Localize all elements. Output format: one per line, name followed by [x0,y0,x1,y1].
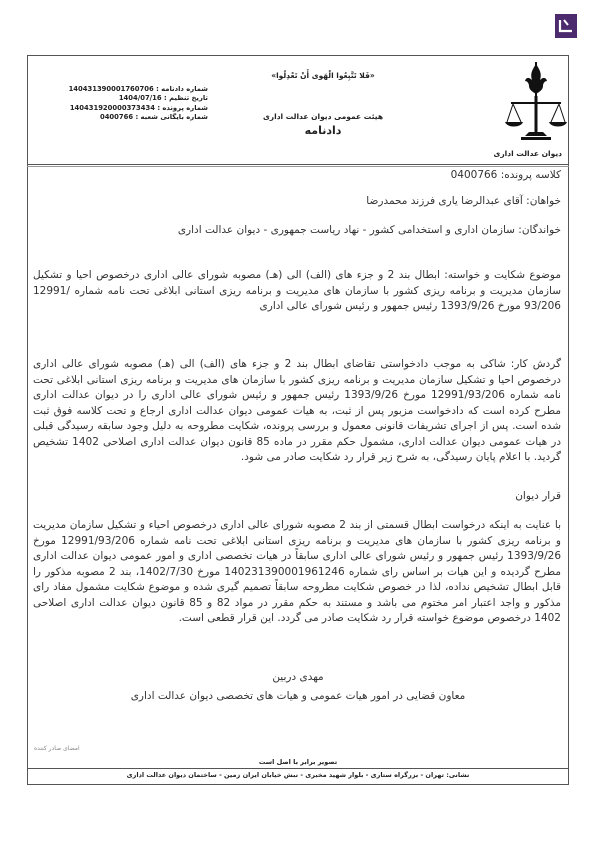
quran-verse: «فَلا تَتَّبِعُوا الْهَوى أَنْ تَعْدِلُوا» [271,71,375,80]
meta-row-case-number: شماره پرونده : 140431920000373434 [69,103,208,112]
app-logo-icon [555,14,577,38]
header-divider-secondary [27,166,569,167]
copy-note: تصویر برابر با اصل است [258,758,338,766]
defendants-line: خواندگان: سازمان اداری و استخدامی کشور - نهاد ریاست جمهوری - دیوان عدالت اداری [177,224,561,236]
meta-row-decree-number: شماره دادنامه : 140431390001760706 [68,85,208,93]
court-label: دیوان عدالت اداری [493,149,562,158]
signer-role: معاون قضایی در امور هیات عمومی و هیات های تخصصی دیوان عدالت اداری [130,690,466,702]
header-divider [27,164,569,165]
board-title: هیئت عمومی دیوان عدالت اداری [262,112,384,121]
plaintiff-line: خواهان: آقای عبدالرضا یاری فرزند محمدرضا [366,195,561,207]
footer-divider [27,768,569,769]
process-paragraph: گردش کار: شاکی به موجب دادخواستی تقاضای ابطال بند 2 و جزء های (الف) الی (هـ) مصوبه شورای عالی اداری درخصوص احیا و تشکیل سازمان مدیریت و برنامه ریزی کشور با سازمان های مدیریت و برنامه ریزی استانی ابلاغی تحت نامه شماره 12991/93/206 مورخ 1393/9/26 رئیس جمهور و رئیس شورای عالی اداری را در دیوان عدالت اداری مطرح کرده است که دادخواست مزبور پس از ثبت، به هیات عمومی دیوان عدالت اداری ارجاع و تحت کلاسه فوق ثبت شده است. پس از اجرای تشریفات قانونی معمول و بررسی پرونده، شکایت مطروحه به دلیل وجود سابقه رسیدگی قبلی در هیات عمومی دیوان عدالت اداری، مشمول حکم مقرر در ماده 85 قانون دیوان عدالت اداری اصلاحی 1402 تشخیص گردید. با اعلام پایان رسیدگی، به شرح زیر قرار رد شکایت صادر می شود. [33,358,562,463]
iran-emblem-scales-icon [505,60,567,150]
decree-title: دادنامه [304,124,342,137]
subject-paragraph: موضوع شکایت و خواسته: ابطال بند 2 و جزء های (الف) الی (هـ) مصوبه شورای عالی اداری درخصوص احیا و تشکیل سازمان مدیریت و برنامه ریزی کشور با سازمان های مدیریت و برنامه ریزی استانی ابلاغی تحت نامه شماره /12991 93/206 مورخ 1393/9/26 رئیس جمهور و رئیس شورای عالی اداری [33,269,561,312]
case-class-line: کلاسه پرونده: 0400766 [450,169,561,181]
decree-metadata [48,85,208,122]
meta-row-date: تاریخ تنظیم : 1404/07/16 [118,94,208,103]
decision-heading: قرار دیوان [515,490,561,502]
footer-address: نشانی: تهران - بزرگراه ستاری - بلوار شهید مخبری - نبش خیابان ایران زمین - ساختمان دیوان عدالت اداری [126,771,470,779]
signer-label: امضای صادر کننده [34,745,80,752]
signer-name: مهدی دربین [272,671,324,683]
decision-paragraph: با عنایت به اینکه درخواست ابطال قسمتی از بند 2 مصوبه شورای عالی اداری درخصوص احیاء و تشکیل سازمان مدیریت و برنامه ریزی کشور با سازمان های مدیریت و برنامه ریزی استانی ابلاغی تحت نامه شماره 12991/93/206 مورخ 1393/9/26 رئیس جمهور و رئیس شورای عالی اداری سابقاً در هیات تخصصی اداری و امور عمومی دیوان عدالت اداری مطرح گردیده و این هیات بر اساس رای شماره 140231390001961246 مورخ 1402/7/30، بند 2 مصوبه مذکور را قابل ابطال تشخیص نداده، لذا در خصوص شکایت مطروحه سابقاً تصمیم گیری شده و موضوع شکایت مشمول مفاد رای مذکور و واجد اعتبار امر مختوم می باشد و مستند به حکم مقرر در مواد 82 و 85 قانون دیوان عدالت اداری اصلاحی 1402 درخصوص موضوع خواسته قرار رد شکایت صادر می گردد. این قرار قطعی است. [33,519,562,624]
meta-row-archive-number: شماره بایگانی شعبه : 0400766 [99,112,208,121]
